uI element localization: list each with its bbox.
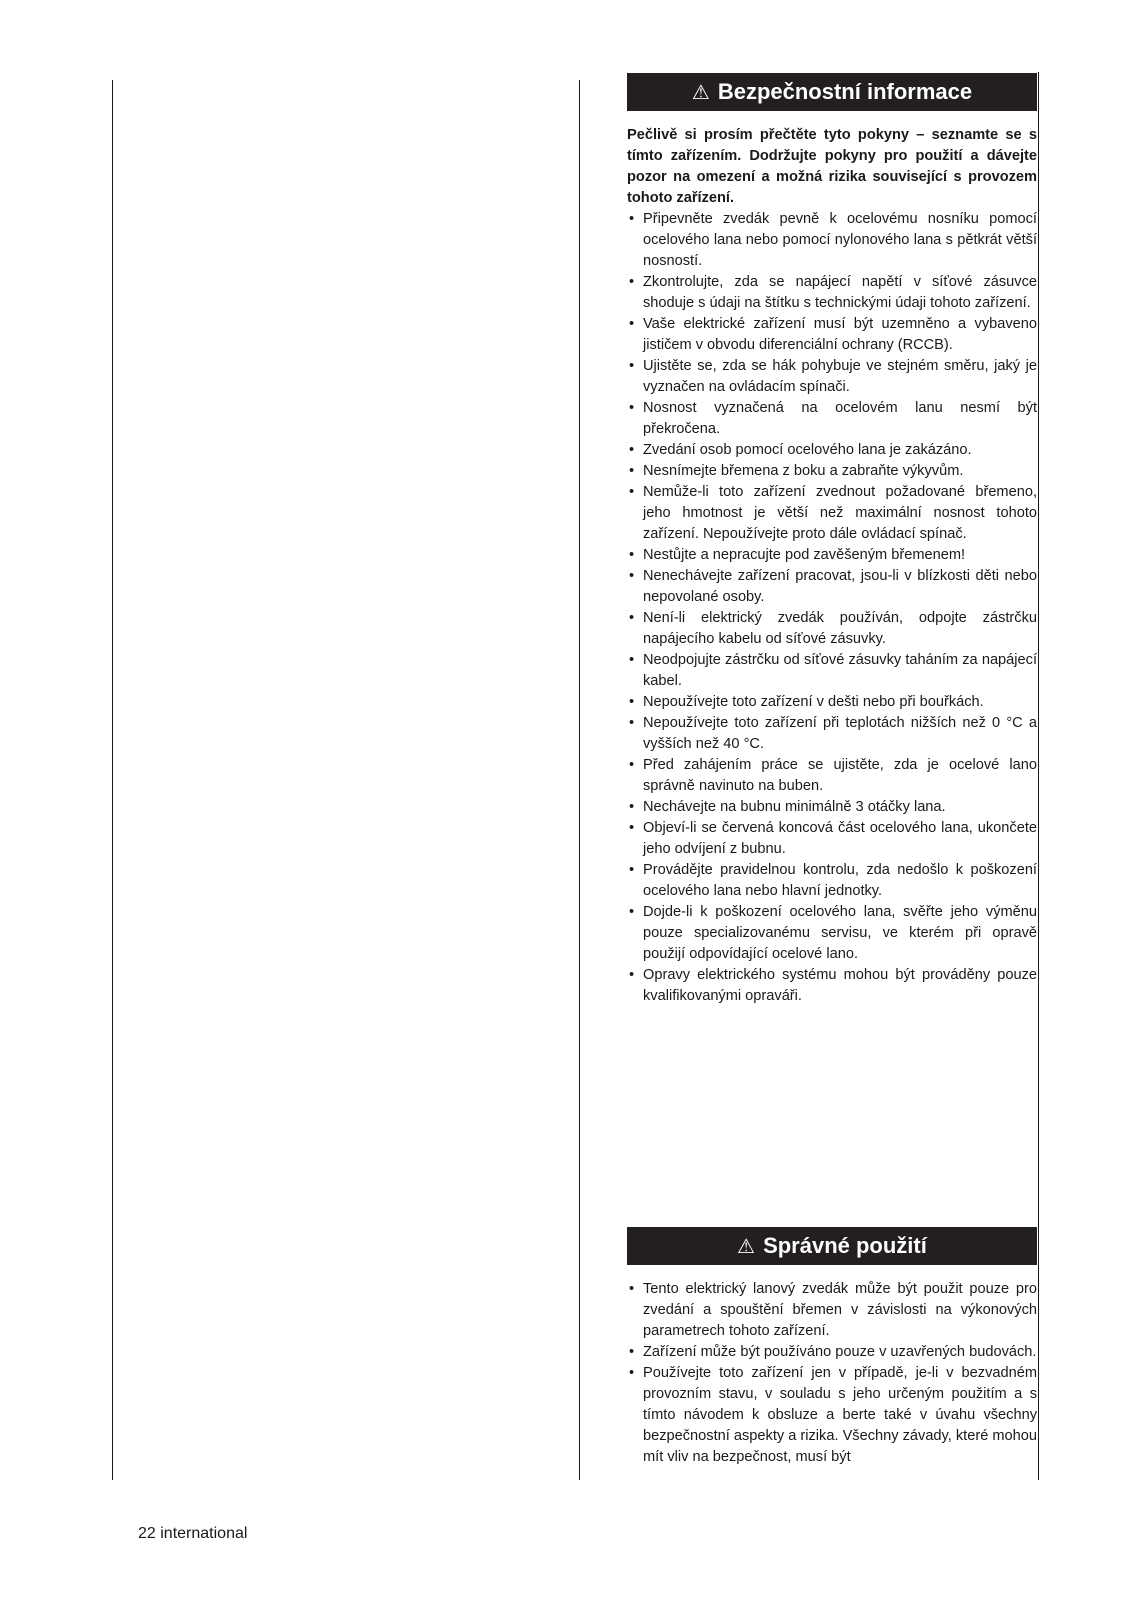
bullet-icon: • bbox=[629, 799, 635, 815]
bullet-icon: • bbox=[629, 442, 635, 458]
list-item: • Ujistěte se, zda se hák pohybuje ve stejném směru, jaký je vyznačen na ovládacím spínači. bbox=[629, 358, 1037, 395]
bullet-icon: • bbox=[629, 547, 635, 563]
safety-banner bbox=[627, 73, 1037, 111]
list-item: • Vaše elektrické zařízení musí být uzemněno a vybaveno jističem v obvodu diferenciální ochrany (RCCB). bbox=[629, 316, 1037, 353]
bullet-icon: • bbox=[629, 274, 635, 290]
usage-list bbox=[627, 1279, 1037, 1468]
bullet-icon: • bbox=[629, 610, 635, 626]
list-item: • Nosnost vyznačená na ocelovém lanu nesmí být překročena. bbox=[629, 400, 1037, 437]
bullet-icon: • bbox=[629, 316, 635, 332]
list-item: • Zkontrolujte, zda se napájecí napětí v síťové zásuvce shoduje s údaji na štítku s technickými údaji tohoto zařízení. bbox=[629, 274, 1037, 311]
safety-list bbox=[627, 209, 1037, 1007]
column-divider-left bbox=[112, 80, 113, 1480]
column-divider-middle bbox=[579, 80, 580, 1480]
bullet-icon: • bbox=[629, 1365, 635, 1381]
bullet-icon: • bbox=[629, 862, 635, 878]
column-divider-right bbox=[1038, 72, 1039, 1480]
list-item: • Nemůže-li toto zařízení zvednout požadované břemeno, jeho hmotnost je větší než maximální nosnost tohoto zařízení. Nepoužívejte proto dále ovládací spínač. bbox=[629, 484, 1037, 542]
bullet-icon: • bbox=[629, 652, 635, 668]
list-item: • Nenechávejte zařízení pracovat, jsou-li v blízkosti děti nebo nepovolané osoby. bbox=[629, 568, 1037, 605]
list-item: • Nestůjte a nepracujte pod zavěšeným břemenem! bbox=[627, 545, 1037, 566]
list-item: • Připevněte zvedák pevně k ocelovému nosníku pomocí ocelového lana nebo pomocí nylonového lana s pětkrát větší nosností. bbox=[629, 211, 1037, 269]
list-item: • Neodpojujte zástrčku od síťové zásuvky taháním za napájecí kabel. bbox=[629, 652, 1037, 689]
usage-title: Správné použití bbox=[763, 1233, 927, 1258]
page-number: 22 international bbox=[138, 1525, 248, 1542]
bullet-icon: • bbox=[629, 715, 635, 731]
list-item: • Provádějte pravidelnou kontrolu, zda nedošlo k poškození ocelového lana nebo hlavní jednotky. bbox=[629, 862, 1037, 899]
bullet-icon: • bbox=[629, 820, 635, 836]
list-item: • Není-li elektrický zvedák používán, odpojte zástrčku napájecího kabelu od síťové zásuvky. bbox=[629, 610, 1037, 647]
list-item: • Opravy elektrického systému mohou být prováděny pouze kvalifikovanými opraváři. bbox=[629, 967, 1037, 1004]
bullet-icon: • bbox=[629, 1281, 635, 1297]
safety-section bbox=[627, 73, 1037, 1007]
bullet-icon: • bbox=[629, 904, 635, 920]
list-item: • Objeví-li se červená koncová část ocelového lana, ukončete jeho odvíjení z bubnu. bbox=[629, 820, 1037, 857]
bullet-icon: • bbox=[629, 568, 635, 584]
list-item: • Zvedání osob pomocí ocelového lana je zakázáno. bbox=[627, 440, 1037, 461]
list-item: • Dojde-li k poškození ocelového lana, svěřte jeho výměnu pouze specializovanému servisu, ve kterém při opravě použijí odpovídající ocelové lano. bbox=[629, 904, 1037, 962]
usage-banner bbox=[627, 1227, 1037, 1265]
list-item: • Nepoužívejte toto zařízení v dešti nebo při bouřkách. bbox=[627, 692, 1037, 713]
warning-icon: ⚠ bbox=[691, 81, 710, 104]
list-item: • Nesnímejte břemena z boku a zabraňte výkyvům. bbox=[627, 461, 1037, 482]
safety-title: Bezpečnostní informace bbox=[717, 79, 973, 104]
list-item: • Před zahájením práce se ujistěte, zda je ocelové lano správně navinuto na buben. bbox=[629, 757, 1037, 794]
bullet-icon: • bbox=[629, 757, 635, 773]
bullet-icon: • bbox=[629, 358, 635, 374]
list-item: • Nechávejte na bubnu minimálně 3 otáčky lana. bbox=[627, 797, 1037, 818]
bullet-icon: • bbox=[629, 694, 635, 710]
bullet-icon: • bbox=[629, 463, 635, 479]
safety-intro: Pečlivě si prosím přečtěte tyto pokyny – seznamte se s tímto zařízením. Dodržujte pokyny pro použití a dávejte pozor na omezení a možná rizika související s provozem tohoto zařízení. bbox=[627, 127, 1037, 206]
bullet-icon: • bbox=[629, 484, 635, 500]
list-item: • Zařízení může být používáno pouze v uzavřených budovách. bbox=[627, 1342, 1037, 1363]
warning-icon: ⚠ bbox=[737, 1235, 756, 1258]
bullet-icon: • bbox=[629, 211, 635, 227]
usage-section bbox=[627, 1227, 1037, 1468]
list-item: • Tento elektrický lanový zvedák může být použit pouze pro zvedání a spouštění břemen v závislosti na výkonových parametrech tohoto zařízení. bbox=[629, 1281, 1037, 1339]
list-item: • Nepoužívejte toto zařízení při teplotách nižších než 0 °C a vyšších než 40 °C. bbox=[629, 715, 1037, 752]
bullet-icon: • bbox=[629, 400, 635, 416]
list-item: • Používejte toto zařízení jen v případě, je-li v bezvadném provozním stavu, v souladu s jeho určeným použitím a s tímto návodem k obsluze a berte také v úvahu všechny bezpečnostní aspekty a rizika. Všechny závady, které mohou mít vliv na bezpečnost, musí být bbox=[629, 1365, 1037, 1465]
bullet-icon: • bbox=[629, 1344, 635, 1360]
bullet-icon: • bbox=[629, 967, 635, 983]
